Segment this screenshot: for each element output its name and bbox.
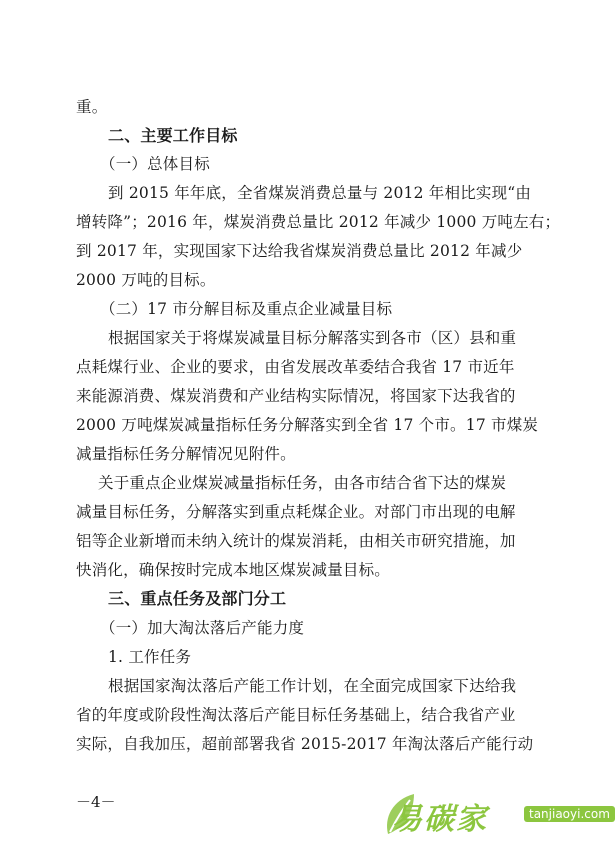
watermark-logo [380, 790, 610, 842]
body-line: 2000 万吨煤炭减量指标任务分解落实到全省 17 个市。17 市煤炭 [76, 416, 539, 434]
page-number: －4－ [76, 793, 116, 811]
body-line: 铝等企业新增而未纳入统计的煤炭消耗，由相关市研究措施，加 [76, 532, 516, 550]
body-line: 减量指标任务分解情况见附件。 [76, 445, 296, 463]
body-line: 到 2015 年年底，全省煤炭消费总量与 2012 年相比实现“由 [108, 184, 532, 202]
watermark-domain: tanjiaoyi.com [524, 806, 615, 822]
body-line: 点耗煤行业、企业的要求，由省发展改革委结合我省 17 市近年 [76, 358, 515, 376]
body-line: 重。 [76, 98, 108, 116]
body-line: 减量目标任务，分解落实到重点耗煤企业。对部门市出现的电解 [76, 503, 516, 521]
section-heading: 三、重点任务及部门分工 [108, 589, 287, 608]
body-line: 实际，自我加压，超前部署我省 2015-2017 年淘汰落后产能行动 [76, 735, 534, 753]
body-line: 关于重点企业煤炭减量指标任务，由各市结合省下达的煤炭 [98, 474, 507, 492]
body-line: 1. 工作任务 [108, 648, 192, 666]
body-line: 省的年度或阶段性淘汰落后产能目标任务基础上，结合我省产业 [76, 706, 516, 724]
watermark-brand: 易碳家 [392, 802, 488, 837]
body-line: 2000 万吨的目标。 [76, 271, 216, 289]
body-line: 根据国家关于将煤炭减量目标分解落实到各市（区）县和重 [108, 329, 517, 347]
section-heading: 二、主要工作目标 [108, 126, 238, 145]
subsection-heading: （一）加大淘汰落后产能力度 [100, 619, 305, 637]
subsection-heading: （二）17 市分解目标及重点企业减量目标 [100, 300, 393, 318]
body-line: 快消化，确保按时完成本地区煤炭减量目标。 [76, 561, 391, 579]
body-line: 来能源消费、煤炭消费和产业结构实际情况，将国家下达我省的 [76, 387, 516, 405]
body-line: 根据国家淘汰落后产能工作计划，在全面完成国家下达给我 [108, 677, 517, 695]
body-line: 到 2017 年，实现国家下达给我省煤炭消费总量比 2012 年减少 [76, 242, 523, 260]
body-line: 增转降”；2016 年，煤炭消费总量比 2012 年减少 1000 万吨左右； [76, 213, 561, 231]
subsection-heading: （一）总体目标 [100, 155, 210, 173]
